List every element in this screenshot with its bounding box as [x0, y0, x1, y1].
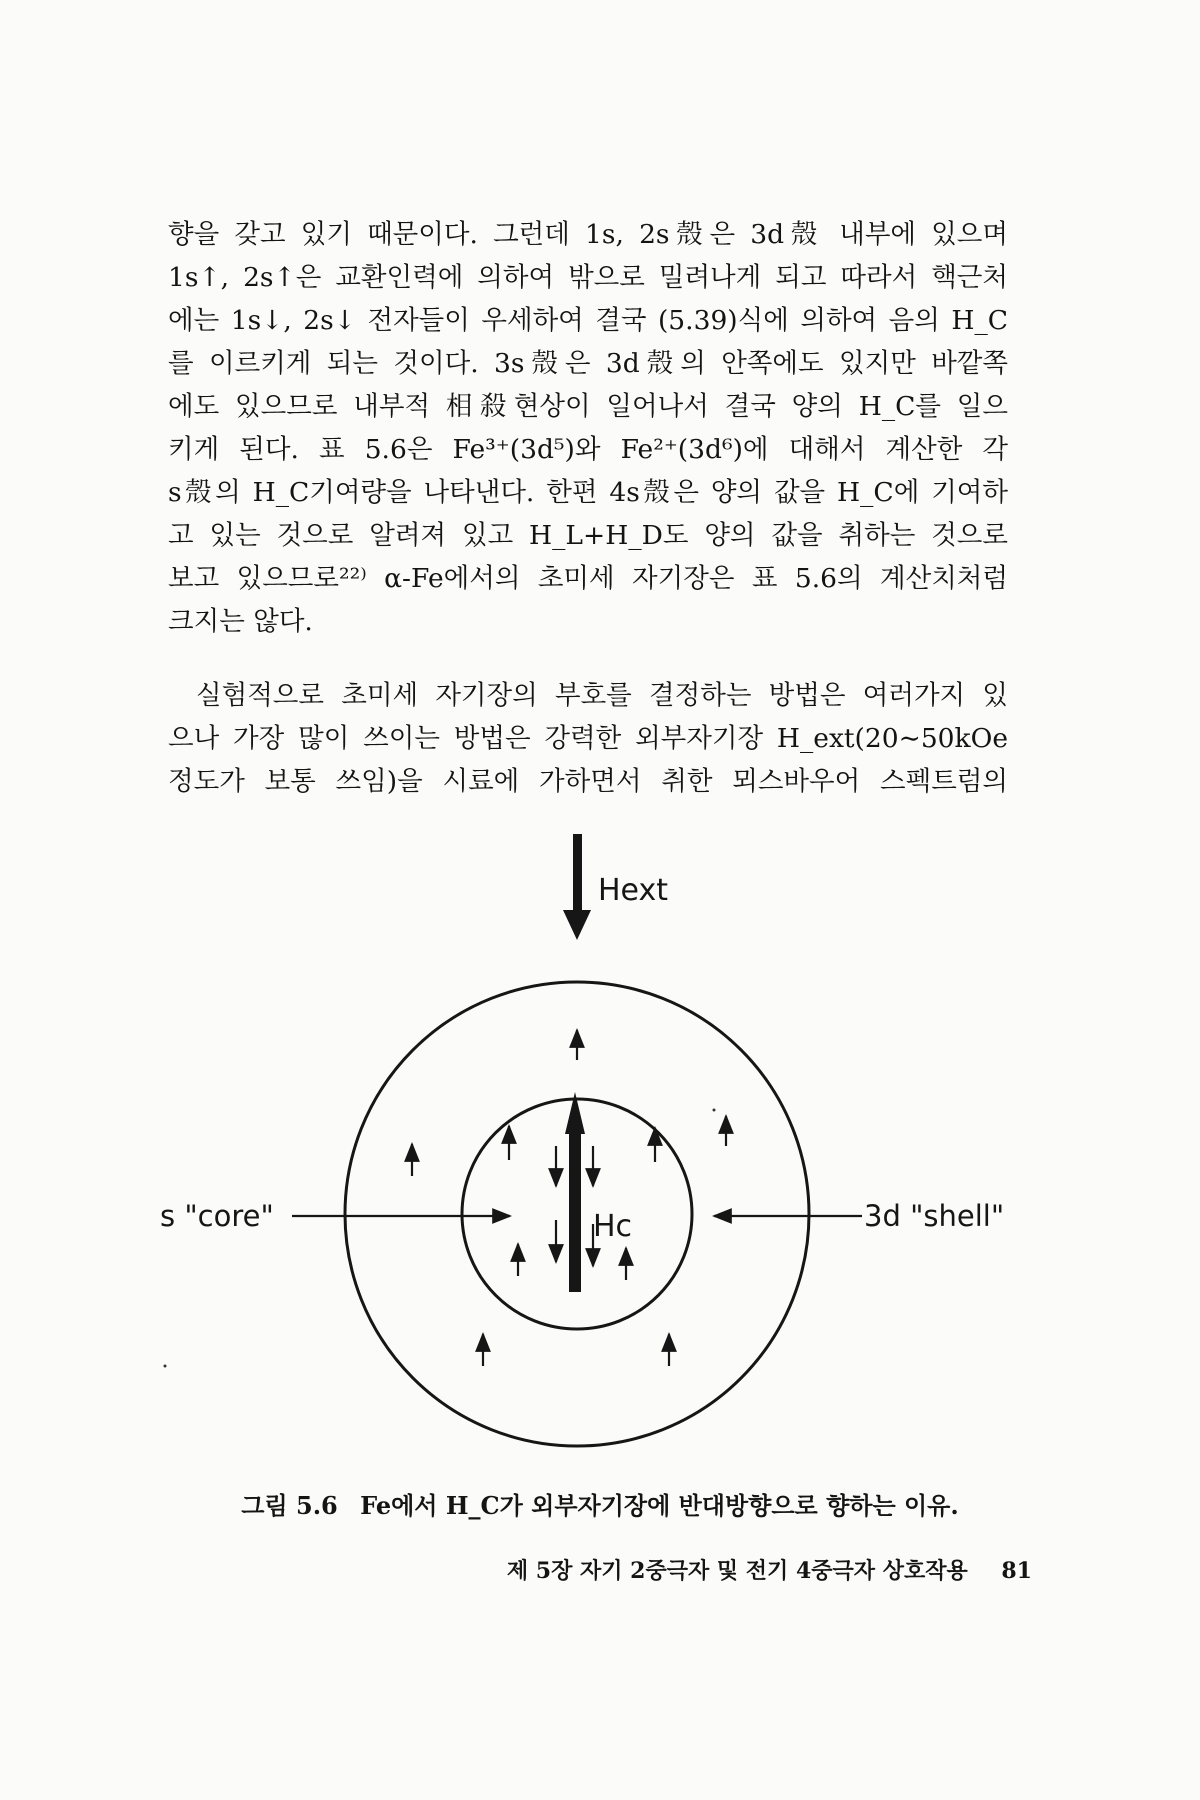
- scan-speck: [164, 1365, 167, 1368]
- scan-speck: [713, 1109, 716, 1112]
- text-line: 실험적으로 초미세 자기장의 부호를 결정하는 방법은 여러가지 있: [196, 680, 1008, 711]
- text-line: 1s↑, 2s↑은 교환인력에 의하여 밖으로 밀려나게 되고 따라서 핵근처: [168, 262, 1008, 293]
- text-line: 크지는 않다.: [168, 606, 313, 637]
- caption-text: Fe에서 H_C가 외부자기장에 반대방향으로 향하는 이유.: [360, 1491, 959, 1520]
- text-line: 를 이르키게 되는 것이다. 3s殼은 3d殼의 안쪽에도 있지만 바깥쪽: [168, 348, 1008, 379]
- paragraph-2: [168, 674, 1008, 803]
- core-spin-arrows: [509, 1126, 655, 1280]
- figure-5-6-diagram: [0, 830, 1200, 1470]
- text-line: 에도 있으므로 내부적 相殺현상이 일어나서 결국 양의 H_C를 일으: [168, 391, 1008, 422]
- running-head: 제 5장 자기 2중극자 및 전기 4중극자 상호작용: [506, 1558, 968, 1584]
- hc-arrow: [565, 1092, 585, 1292]
- hext-label: Hext: [598, 873, 669, 908]
- text-line: 으나 가장 많이 쓰이는 방법은 강력한 외부자기장 H_ext(20∼50kOe: [168, 723, 1008, 754]
- text-line: 보고 있으므로²²⁾ α-Fe에서의 초미세 자기장은 표 5.6의 계산치처럼: [168, 563, 1008, 594]
- page-footer: [507, 1554, 1032, 1585]
- hext-arrow: [563, 834, 591, 940]
- shell-label: 3d "shell": [864, 1199, 1005, 1233]
- text-line: 향을 갖고 있기 때문이다. 그런데 1s, 2s殼은 3d殼 내부에 있으며: [168, 219, 1008, 250]
- text-line: 정도가 보통 쓰임)을 시료에 가하면서 취한 뫼스바우어 스펙트럼의: [168, 766, 1008, 797]
- text-line: 키게 된다. 표 5.6은 Fe³⁺(3d⁵)와 Fe²⁺(3d⁶)에 대해서 계산한 각: [168, 434, 1008, 465]
- page-number: 81: [1001, 1558, 1032, 1584]
- figure-caption: [0, 1486, 1200, 1521]
- text-line: s殼의 H_C기여량을 나타낸다. 한편 4s殼은 양의 값을 H_C에 기여하: [168, 477, 1008, 508]
- text-line: 에는 1s↓, 2s↓ 전자들이 우세하여 결국 (5.39)식에 의하여 음의 H_C: [168, 305, 1008, 336]
- hc-label: Hc: [593, 1209, 633, 1244]
- text-line: 고 있는 것으로 알려져 있고 H_L+H_D도 양의 값을 취하는 것으로: [168, 520, 1008, 551]
- paragraph-1: [168, 213, 1008, 643]
- core-label: s "core": [160, 1199, 274, 1233]
- figure-number: 그림 5.6: [241, 1491, 338, 1520]
